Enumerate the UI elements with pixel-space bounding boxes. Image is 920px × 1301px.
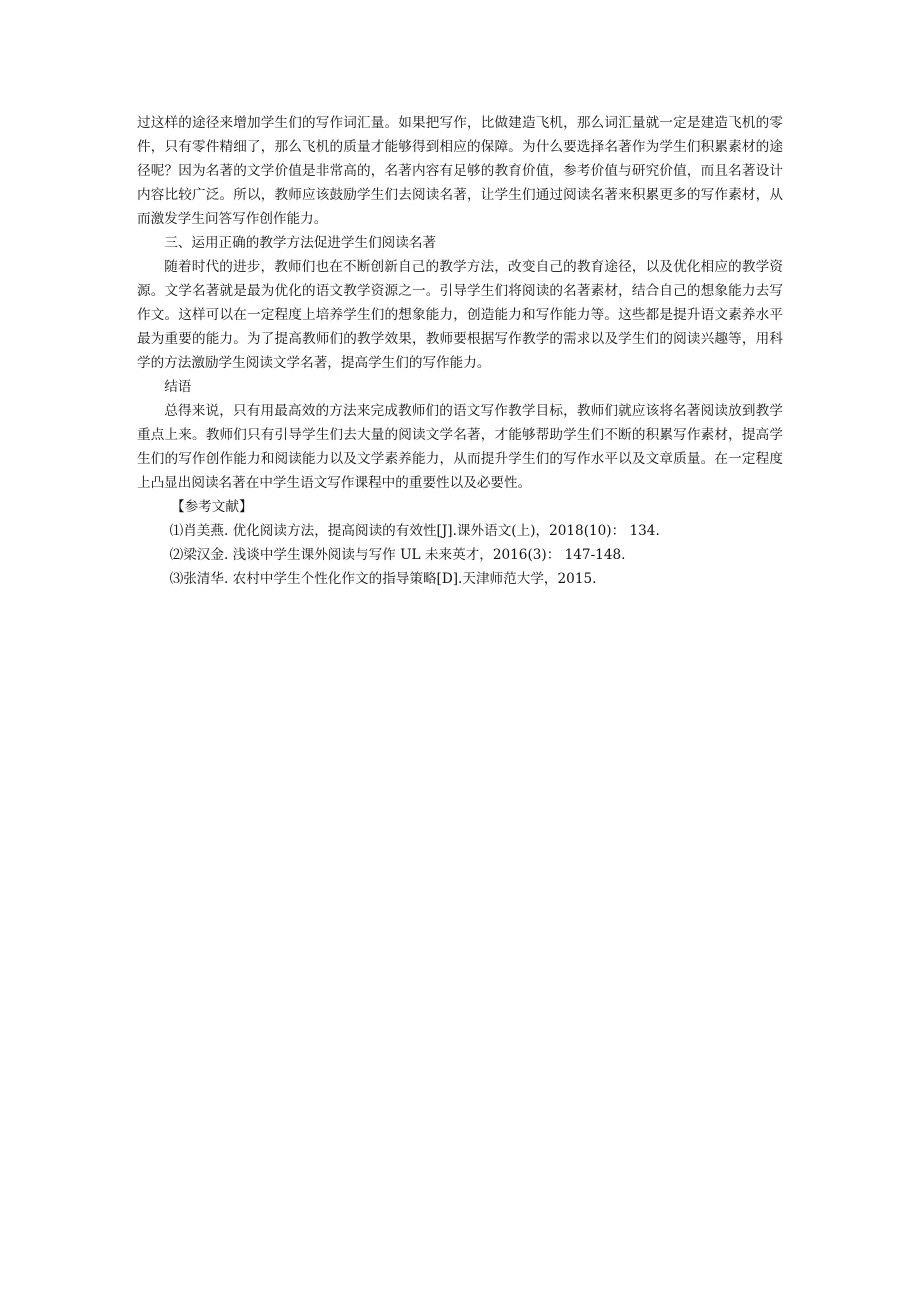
section-3-heading: 三、运用正确的教学方法促进学生们阅读名著 bbox=[164, 235, 437, 251]
conclusion-paragraph: 总得来说，只有用最高效的方法来完成教师们的语文写作教学目标，教师们就应该将名著阅读放到教学重点上来。教师们只有引导学生们去大量的阅读文学名著，才能够帮助学生们不断的积累写作素材，提高学生们的写作创作能力和阅读能力以及文学素养能力，从而提升学生们的写作水平以及文章质量。在一定程度上凸显出阅读名著在中学生语文写作课程中的重要性以及必要性。 bbox=[137, 403, 783, 491]
reference-item: ⑴肖美燕. 优化阅读方法，提高阅读的有效性[J].课外语文(上)，2018(10)： 134. bbox=[169, 523, 660, 539]
document-page bbox=[137, 111, 783, 591]
conclusion-heading: 结语 bbox=[164, 379, 192, 395]
references-list bbox=[137, 519, 783, 591]
intro-paragraph: 过这样的途径来增加学生们的写作词汇量。如果把写作，比做建造飞机，那么词汇量就一定是建造飞机的零件，只有零件精细了，那么飞机的质量才能够得到相应的保障。为什么要选择名著作为学生们积累素材的途径呢？因为名著的文学价值是非常高的，名著内容有足够的教育价值，参考价值与研究价值，而且名著设计内容比较广泛。所以，教师应该鼓励学生们去阅读名著，让学生们通过阅读名著来积累更多的写作素材，从而激发学生问答写作创作能力。 bbox=[137, 115, 783, 227]
references-title: 【参考文献】 bbox=[171, 499, 253, 515]
section-3-paragraph: 随着时代的进步，教师们也在不断创新自己的教学方法，改变自己的教育途径，以及优化相应的教学资源。文学名著就是最为优化的语文教学资源之一。引导学生们将阅读的名著素材，结合自己的想象能力去写作文。这样可以在一定程度上培养学生们的想象能力，创造能力和写作能力等。这些都是提升语文素养水平最为重要的能力。为了提高教师们的教学效果，教师要根据写作教学的需求以及学生们的阅读兴趣等，用科学的方法激励学生阅读文学名著，提高学生们的写作能力。 bbox=[137, 259, 783, 371]
reference-item: ⑶张清华. 农村中学生个性化作文的指导策略[D].天津师范大学，2015. bbox=[169, 571, 597, 587]
reference-item: ⑵梁汉金. 浅谈中学生课外阅读与写作 UL 未来英才，2016(3)： 147-148. bbox=[169, 547, 626, 563]
